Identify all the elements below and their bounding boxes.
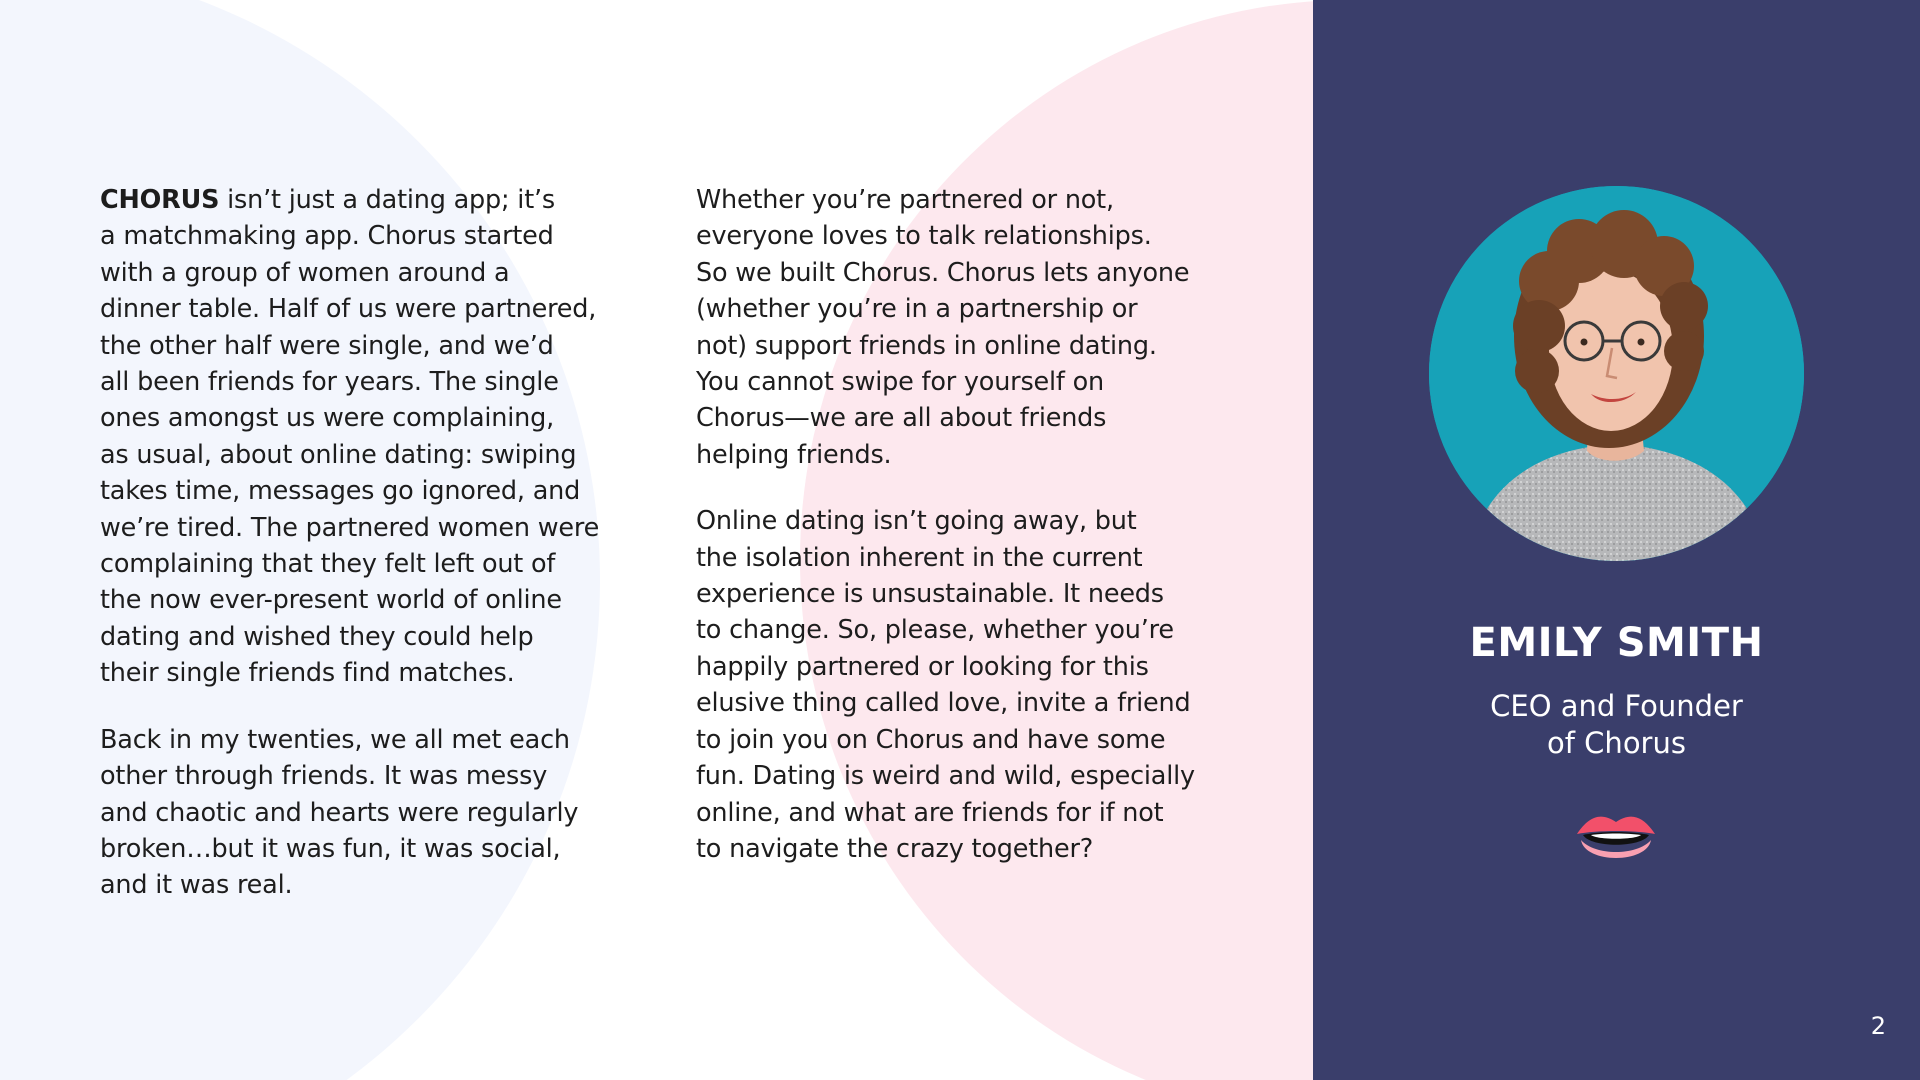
- page-number: 2: [1870, 1012, 1886, 1040]
- person-photo-icon: [1429, 186, 1804, 561]
- text-line: with a group of women around a: [100, 257, 510, 288]
- role-line: CEO and Founder: [1490, 689, 1743, 723]
- left-text-column: [100, 182, 599, 934]
- text-line: and chaotic and hearts were regularly: [100, 797, 579, 828]
- text-line: So we built Chorus. Chorus lets anyone: [696, 257, 1190, 288]
- person-name: EMILY SMITH: [1469, 620, 1764, 666]
- text-line: experience is unsustainable. It needs: [696, 579, 1164, 610]
- text-line: as usual, about online dating: swiping: [100, 439, 577, 470]
- text-line: elusive thing called love, invite a friend: [696, 688, 1191, 719]
- text-line: takes time, messages go ignored, and: [100, 476, 581, 507]
- left-paragraph-2: [100, 722, 599, 904]
- text-line: ones amongst us were complaining,: [100, 403, 555, 434]
- text-line: happily partnered or looking for this: [696, 651, 1149, 682]
- text-line: (whether you’re in a partnership or: [696, 294, 1138, 325]
- text-line: the now ever-present world of online: [100, 585, 562, 616]
- text-line: Back in my twenties, we all met each: [100, 724, 570, 755]
- text-line: helping friends.: [696, 439, 892, 470]
- text-line: Whether you’re partnered or not,: [696, 185, 1114, 215]
- text-line: to change. So, please, whether you’re: [696, 615, 1174, 646]
- text-line: we’re tired. The partnered women were: [100, 512, 600, 543]
- text-line: all been friends for years. The single: [100, 367, 559, 398]
- text-line: fun. Dating is weird and wild, especially: [696, 761, 1195, 792]
- text-line: Online dating isn’t going away, but: [696, 506, 1137, 537]
- person-role: [1313, 688, 1920, 762]
- role-line: of Chorus: [1547, 726, 1686, 760]
- text-line: to navigate the crazy together?: [696, 833, 1094, 864]
- text-line: other through friends. It was messy: [100, 761, 548, 792]
- right-paragraph-1: [696, 182, 1195, 473]
- text-line: a matchmaking app. Chorus started: [100, 221, 554, 252]
- right-paragraph-2: [696, 503, 1195, 867]
- left-paragraph-1: [100, 182, 599, 692]
- lips-icon: [1575, 808, 1657, 870]
- text-fragment: isn’t just a dating app; it’s: [219, 185, 555, 215]
- brand-name: CHORUS: [100, 185, 220, 215]
- text-line: their single friends find matches.: [100, 658, 515, 689]
- text-line: You cannot swipe for yourself on: [696, 367, 1104, 398]
- right-text-column: [696, 182, 1195, 897]
- text-line: the other half were single, and we’d: [100, 330, 554, 361]
- text-line: dating and wished they could help: [100, 621, 534, 652]
- text-line: and it was real.: [100, 870, 293, 901]
- text-line: [100, 182, 599, 218]
- text-line: everyone loves to talk relationships.: [696, 221, 1152, 252]
- portrait-photo: [1429, 186, 1804, 561]
- text-line: the isolation inherent in the current: [696, 542, 1143, 573]
- text-line: Chorus—we are all about friends: [696, 403, 1107, 434]
- text-line: not) support friends in online dating.: [696, 330, 1157, 361]
- text-line: dinner table. Half of us were partnered,: [100, 294, 597, 325]
- text-line: to join you on Chorus and have some: [696, 724, 1166, 755]
- text-line: broken…but it was fun, it was social,: [100, 833, 561, 864]
- text-line: online, and what are friends for if not: [696, 797, 1164, 828]
- text-line: complaining that they felt left out of: [100, 549, 556, 580]
